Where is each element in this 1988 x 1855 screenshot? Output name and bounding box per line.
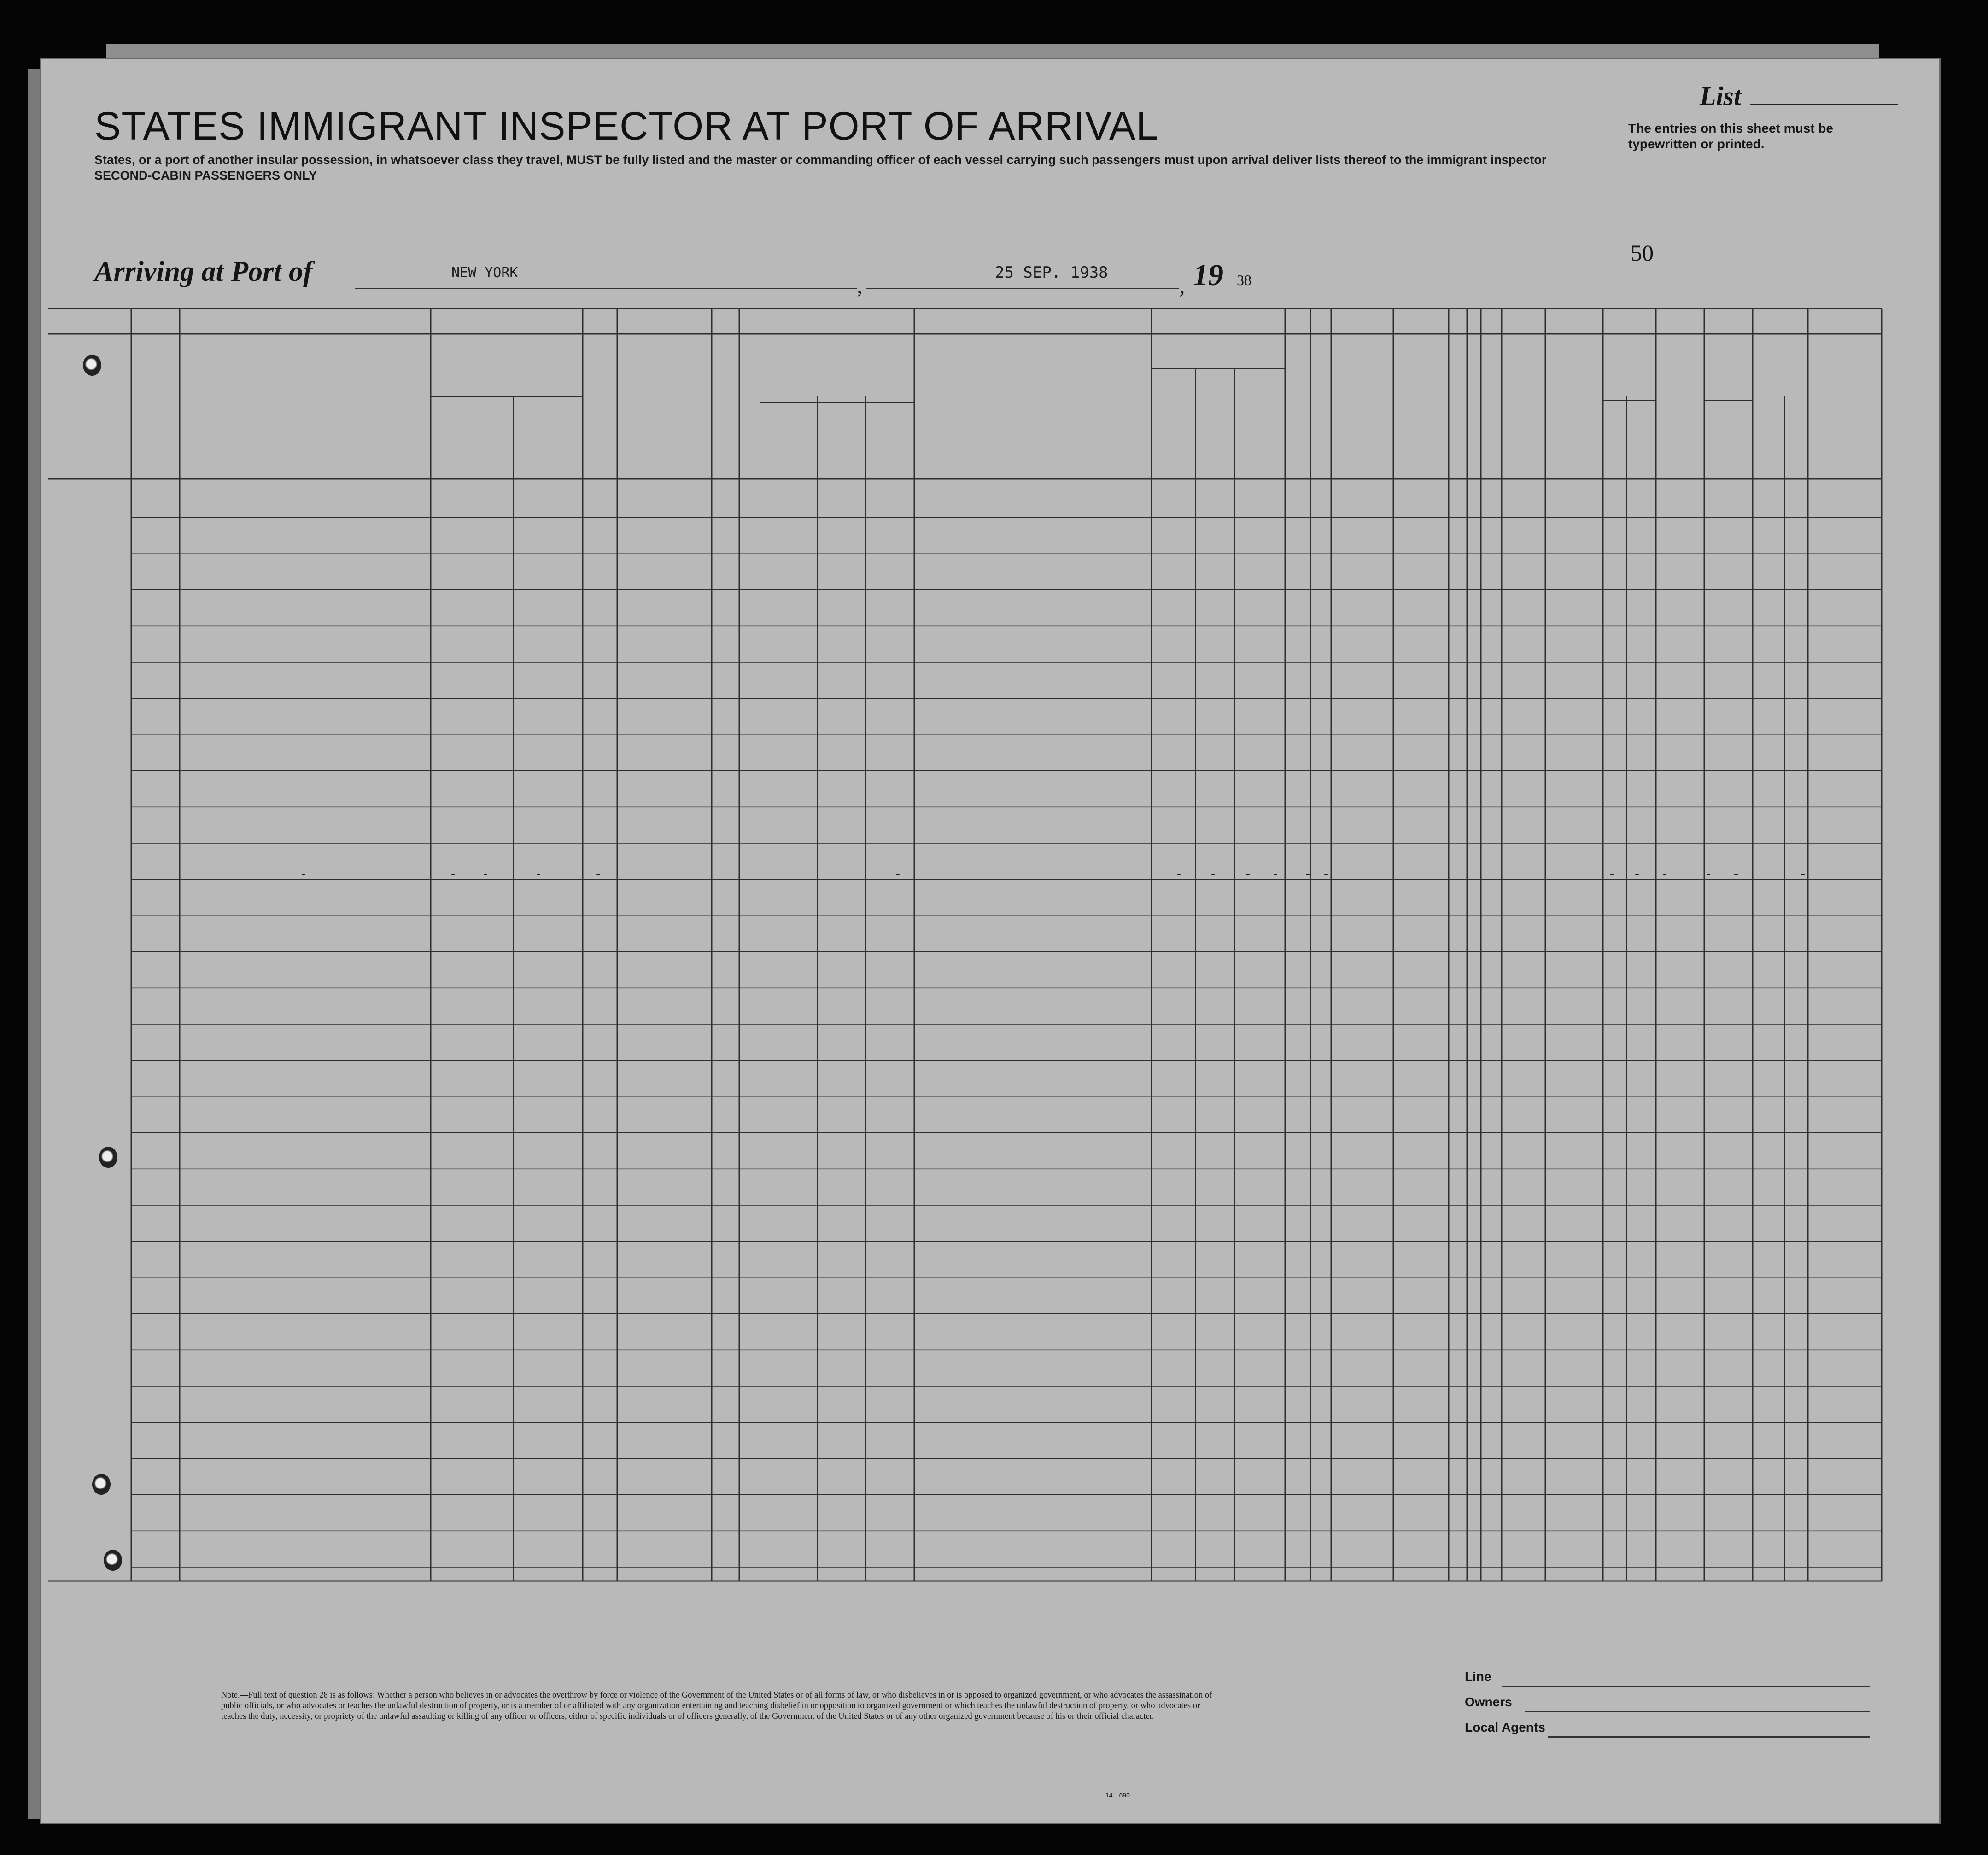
dash-mark: - <box>1209 866 1218 882</box>
page-title: STATES IMMIGRANT INSPECTOR AT PORT OF ARRIVAL <box>94 104 1159 148</box>
comma-mark: , <box>1179 272 1185 298</box>
dash-mark: - <box>1732 866 1741 882</box>
dash-mark: - <box>1244 866 1252 882</box>
agents-underline <box>1548 1736 1870 1738</box>
year-prefix: 19 <box>1193 258 1223 292</box>
dash-mark: - <box>594 866 603 882</box>
dash-mark: - <box>1661 866 1669 882</box>
dash-mark: - <box>1799 866 1807 882</box>
owners-label: Owners <box>1465 1695 1512 1709</box>
line-label: Line <box>1465 1669 1491 1684</box>
entries-note: The entries on this sheet must be typewritten or printed. <box>1628 121 1833 151</box>
page-number: 50 <box>1631 240 1654 266</box>
dash-mark: - <box>894 866 902 882</box>
local-agents-label: Local Agents <box>1465 1720 1545 1734</box>
dash-mark: - <box>534 866 543 882</box>
footnote-question-28: Note.—Full text of question 28 is as follows: Whether a person who believes in or advocates the overthrow by force or violence of the Government of the United States or of all forms of law, or who disbelieves in or is opposed to organized government, or who advocates the assassination of public officials, or who advocates or teaches the unlawful destruction of property, or is a member of or affiliated with any organization entertaining and teaching disbelief in or opposition to organized government or which teaches the unlawful destruction of property, or who advocates or teaches the duty, necessity, or propriety of the unlawful assaulting or killing of any officer or officers, either of specific individuals or of officers generally, of the Government of the United States or of any other organized government because of his or their official character. <box>221 1691 1212 1721</box>
dash-mark: - <box>1322 866 1331 882</box>
dash-mark: - <box>1304 866 1312 882</box>
dash-mark: - <box>299 866 308 882</box>
date-value: 25 SEP. 1938 <box>995 263 1108 282</box>
dash-mark: - <box>1271 866 1280 882</box>
owners-underline <box>1525 1711 1870 1712</box>
port-value: NEW YORK <box>451 265 518 281</box>
list-label: List <box>1700 81 1742 111</box>
second-cabin-label: SECOND-CABIN PASSENGERS ONLY <box>94 169 317 182</box>
arriving-label: Arriving at Port of <box>94 256 313 287</box>
dash-mark: - <box>1608 866 1616 882</box>
dash-mark: - <box>481 866 490 882</box>
dash-mark: - <box>449 866 458 882</box>
form-number: 14—690 <box>1105 1791 1130 1799</box>
dash-mark: - <box>1633 866 1642 882</box>
line-underline <box>1502 1686 1870 1687</box>
instruction-text: States, or a port of another insular possession, in whatsoever class they travel, MUST be fully listed and the master or commanding officer of each vessel carrying such passengers must upon arrival deliver lists thereof to the immigrant inspector <box>94 153 1547 167</box>
dash-mark: - <box>1704 866 1713 882</box>
dash-mark: - <box>1175 866 1183 882</box>
comma-mark: , <box>857 272 863 298</box>
year-suffix: 38 <box>1237 272 1251 288</box>
